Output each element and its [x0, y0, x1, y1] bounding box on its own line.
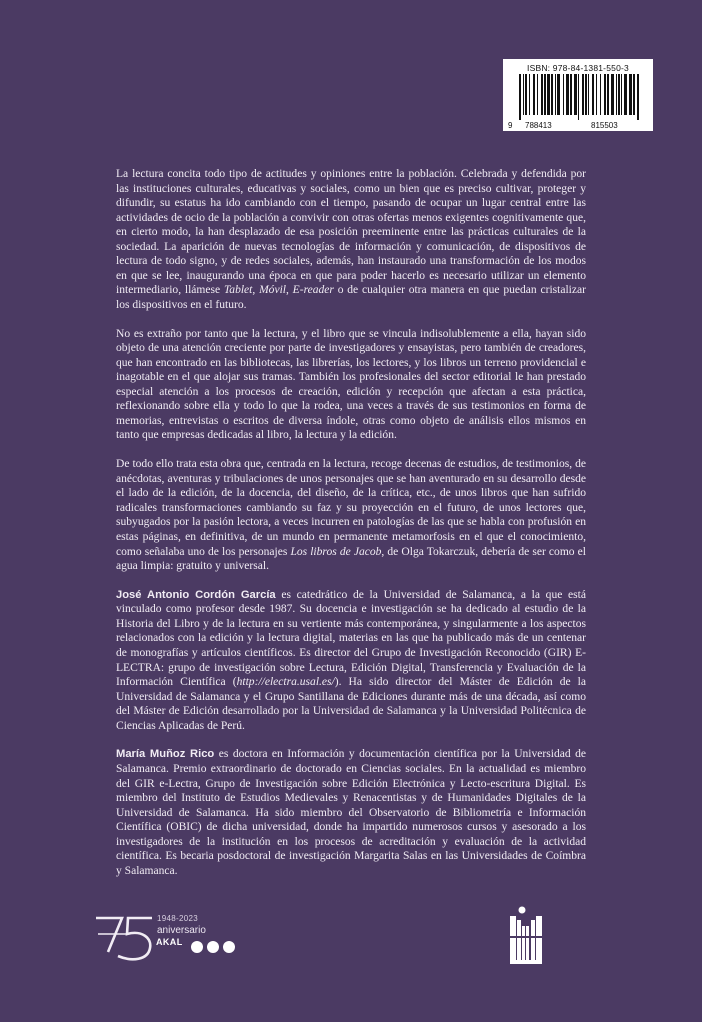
text-segment: o de cualquier otra manera en que puedan cristalizar los dispositivos en el futuro.: [116, 284, 586, 311]
text-segment: ,: [252, 284, 260, 297]
text-segment: E-reader: [292, 284, 334, 297]
text-segment: es catedrático de la Universidad de Salamanca, a la que está vinculado como profesor desde 1987. Su docencia e investigación se ha dedicado al estudio de la Historia del Libro y de la lectura en su vertiente más contemporánea, y singularmente a los aspectos relacionados con la edición y la lectura digital, materias en las que ha publicado más de un centenar de monografías y artículos científicos. Es director del Grupo de Investigación Reconocido (GIR) E-LECTRA: grupo de investigación sobre Lectura, Edición Digital, Transferencia y Evaluación de la Información Científica (: [116, 588, 586, 689]
anniversary-publisher: AKAL: [156, 937, 183, 947]
barcode-bar: [551, 74, 553, 115]
isbn-barcode-box: [503, 59, 653, 131]
anniversary-75-logo: [94, 912, 244, 967]
isbn-label: ISBN: 978-84-1381-550-3: [527, 63, 629, 73]
text-segment: es doctora en Información y documentación científica por la Universidad de Salamanca. Premio extraordinario de doctorado en Ciencias sociales. En la actualidad es miembro del GIR e-Lectra, Grupo de Investigación sobre Edición Electrónica y Lecto-escritura Digital. Es miembro del Instituto de Estudios Medievales y Renacentistas y de Humanidades Digitales de la Universidad de Salamanca. Ha sido miembro del Observatorio de Bibliometría e Información Científica (OBIC) de dicha universidad, donde ha impartido numerosos cursos y asesorado a los investigadores de la institución en los procesos de acreditación y evaluación de la actividad científica. Es becaria posdoctoral de investigación Margarita Salas en las Universidades de Coímbra y Salamanca.: [116, 748, 586, 877]
barcode-bar: [555, 74, 556, 115]
isbn-digit-right-group: 815503: [591, 121, 618, 130]
body-paragraph: [116, 327, 586, 443]
seventy-five-icon: [94, 912, 156, 967]
text-segment: ). Ha sido director del Máster de Edición de la Universidad de Salamanca y el Grupo Santillana de Ediciones durante más de una década, así como del Máster de Edición desarrollado por la Universidad de Salamanca y la Universidad Politécnica de Ciencias Aplicadas de Perú.: [116, 676, 587, 732]
university-logo-icon: [507, 906, 547, 968]
barcode-bar: [570, 74, 572, 115]
barcode-bar: [541, 74, 543, 115]
barcode-bar: [519, 74, 521, 120]
body-paragraph: [116, 588, 586, 733]
barcode-bar: [592, 74, 594, 115]
text-segment: ,: [286, 284, 293, 297]
back-cover-text: [116, 167, 586, 893]
text-segment: De todo ello trata esta obra que, centrada en la lectura, recoge decenas de estudios, de testimonios, de anécdotas, aventuras y tribulaciones de unos personajes que se han aventurado en su desarrollo desde el lado de la edición, de la docencia, del diseño, de la crítica, etc., de unos libros que han sufrido radicales transformaciones cambiando su faz y su proyección en el futuro, de unos lectores que, subyugados por la pasión lectora, a veces incurren en patologías de las que se habla con profusión en estas páginas, en definitiva, de un mundo en permanente metamorfosis en el que el conocimiento, como señalaba uno de los personajes: [116, 458, 586, 558]
barcode-bar: [588, 74, 589, 115]
text-segment: Tablet: [223, 284, 253, 297]
barcode-icon: [511, 74, 645, 120]
barcode-bar: [607, 74, 609, 115]
text-segment: , de Olga Tokarczuk, debería de ser como el agua limpia: gratuito y universal.: [116, 545, 587, 573]
barcode-bar: [537, 74, 538, 115]
barcode-bar: [557, 74, 560, 115]
barcode-bar: [624, 74, 627, 115]
barcode-bar: [574, 74, 577, 115]
barcode-bar: [600, 74, 601, 115]
barcode-bar: [611, 74, 614, 115]
text-segment: Los libros de Jacob: [290, 545, 382, 558]
barcode-bar: [523, 74, 524, 115]
barcode-bar: [585, 74, 587, 115]
barcode-bar: [566, 74, 569, 115]
barcode-bar: [621, 74, 622, 115]
barcode-bar: [525, 74, 527, 115]
barcode-bar: [616, 74, 617, 115]
anniversary-word: aniversario: [157, 925, 206, 936]
author-name: José Antonio Cordón García: [116, 588, 276, 601]
barcode-bar: [578, 74, 579, 120]
barcode-bar: [563, 74, 564, 115]
anniversary-dots-icon: [190, 938, 240, 954]
body-paragraph: [116, 167, 586, 312]
barcode-bar: [533, 74, 535, 115]
anniversary-years: 1948-2023: [157, 914, 198, 923]
text-segment: No es extraño por tanto que la lectura, y el libro que se vincula indisolublemente a ella, hayan sido objeto de una atención creciente por parte de investigadores y ensayistas, pero también de creadores, que han encontrado en las bibliotecas, las librerías, los lectores, y los libros un terreno providencial e inagotable en el que alojar sus tramas. También los profesionales del sector editorial le han prestado especial atención a los procesos de creación, edición y recepción que afectan a esta práctica, reflexionando sobre ella y todo lo que la rodea, una veces a través de sus testimonios en forma de memorias, entrevistas o escritos de diversa índole, otras como objeto de análisis ellos mismos en tanto que empresas dedicadas al libro, la lectura y la edición.: [116, 327, 586, 442]
barcode-bar: [604, 74, 606, 115]
barcode-bar: [633, 74, 635, 115]
text-segment: Móvil: [259, 284, 286, 297]
barcode-bar: [529, 74, 530, 115]
barcode-bar: [618, 74, 620, 115]
barcode-bar: [544, 74, 546, 115]
barcode-bar: [582, 74, 584, 115]
isbn-digit-prefix: 9: [508, 121, 513, 130]
barcode-bar: [547, 74, 550, 115]
barcode-bar: [596, 74, 597, 115]
isbn-digits: [508, 121, 648, 130]
text-segment: La lectura concita todo tipo de actitudes y opiniones entre la población. Celebrada y defendida por las instituciones culturales, educativas y sociales, como un bien que es preciso cultivar, proteger y difundir, su estatus ha ido cambiando con el tiempo, pasando de ocupar un lugar central entre las actividades de ocio de la población a convivir con otras ofertas menos exigentes cognitivamente que, en cierto modo, la han desplazado de esa posición preeminente entre las prácticas culturales de la sociedad. La aparición de nuevas tecnologías de información y comunicación, de dispositivos de lectura de todo signo, y de redes sociales, además, han instaurado una transformación de los modos en que se lee, inaugurando una época en que para poder hacerlo es necesario utilizar un elemento intermediario, llámese: [116, 168, 586, 297]
body-paragraph: [116, 747, 586, 878]
text-segment: http://electra.usal.es/: [236, 676, 335, 689]
barcode-bar: [637, 74, 639, 120]
isbn-digit-left-group: 788413: [525, 121, 552, 130]
author-name: María Muñoz Rico: [116, 748, 215, 761]
barcode-bar: [629, 74, 632, 115]
body-paragraph: [116, 457, 586, 573]
